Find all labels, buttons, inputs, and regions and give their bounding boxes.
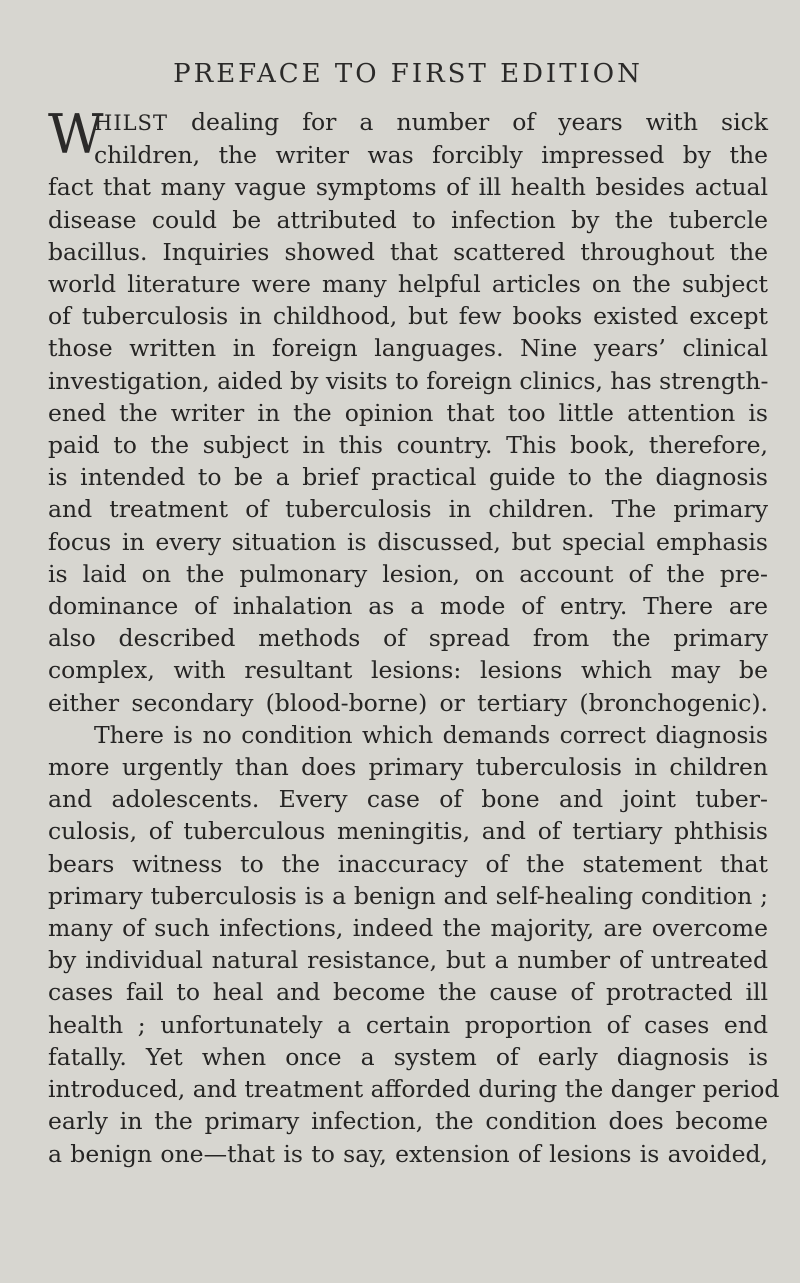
- text-line: primary tuberculosis is a benign and self-healing condition ;: [48, 881, 768, 910]
- text-line: and treatment of tuberculosis in children. The primary: [48, 495, 768, 524]
- text-line: bacillus. Inquiries showed that scattered throughout the: [48, 237, 768, 266]
- opening-smallcaps: HILST: [94, 111, 168, 135]
- text-line: and adolescents. Every case of bone and joint tuber-: [48, 785, 768, 814]
- text-line: paid to the subject in this country. This book, therefore,: [48, 431, 768, 460]
- text-line: [48, 106, 768, 139]
- text-line: focus in every situation is discussed, but special emphasis: [48, 527, 768, 556]
- text-line: health ; unfortunately a certain proportion of cases end: [48, 1010, 768, 1039]
- text-line: early in the primary infection, the condition does become: [48, 1107, 768, 1136]
- text-line: complex, with resultant lesions: lesions which may be: [48, 656, 768, 685]
- text-line: is laid on the pulmonary lesion, on account of the pre-: [48, 559, 768, 588]
- text-line: dominance of inhalation as a mode of entry. There are: [48, 592, 768, 621]
- text-line: bears witness to the inaccuracy of the statement that: [48, 849, 768, 878]
- text-line: many of such infections, indeed the majority, are overcome: [48, 914, 768, 943]
- text-line: investigation, aided by visits to foreign clinics, has strength-: [48, 366, 769, 395]
- text-line: by individual natural resistance, but a number of untreated: [48, 946, 768, 975]
- drop-cap: W: [48, 103, 104, 166]
- text-line: either secondary (blood-borne) or tertiary (bronchogenic).: [48, 688, 768, 717]
- text-line: fatally. Yet when once a system of early diagnosis is: [48, 1042, 768, 1071]
- text-line: also described methods of spread from the primary: [48, 624, 768, 653]
- text-line: children, the writer was forcibly impressed by the: [94, 141, 768, 170]
- line-text: dealing for a number of years with sick: [167, 108, 768, 136]
- text-line: is intended to be a brief practical guide to the diagnosis: [48, 463, 768, 492]
- text-line: cases fail to heal and become the cause of protracted ill: [48, 978, 768, 1007]
- text-line: of tuberculosis in childhood, but few books existed except: [48, 302, 768, 331]
- text-line: culosis, of tuberculous meningitis, and of tertiary phthisis: [48, 817, 768, 846]
- text-line: world literature were many helpful articles on the subject: [48, 270, 768, 299]
- text-line: those written in foreign languages. Nine years’ clinical: [48, 334, 768, 363]
- text-line: ened the writer in the opinion that too little attention is: [48, 398, 768, 427]
- text-line: more urgently than does primary tuberculosis in children: [48, 753, 768, 782]
- text-line: disease could be attributed to infection by the tubercle: [48, 205, 768, 234]
- text-line: There is no condition which demands correct diagnosis: [94, 720, 768, 749]
- preface-body: [48, 103, 780, 1170]
- text-line: introduced, and treatment afforded during the danger period: [48, 1075, 780, 1104]
- text-line: fact that many vague symptoms of ill health besides actual: [48, 173, 768, 202]
- text-line: a benign one—that is to say, extension of lesions is avoided,: [48, 1139, 768, 1168]
- page-title: PREFACE TO FIRST EDITION: [173, 59, 643, 89]
